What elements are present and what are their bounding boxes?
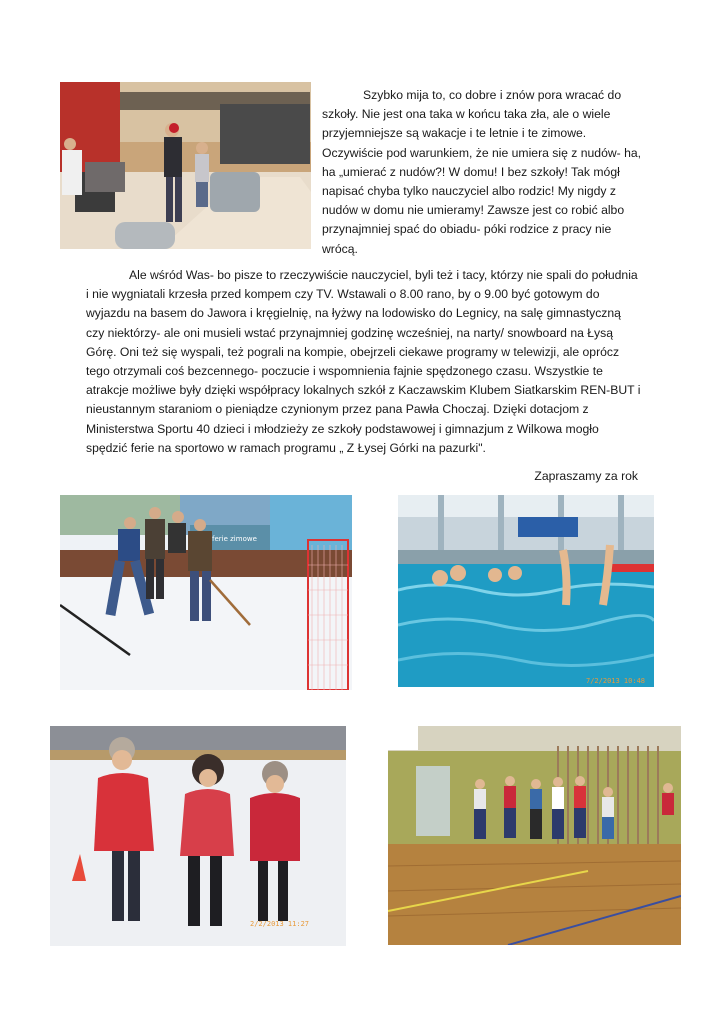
closing-line: Zapraszamy za rok (534, 469, 638, 483)
gym-hall-photo (388, 726, 681, 945)
rink-banner: ferie zimowe (212, 535, 257, 543)
main-paragraph: Ale wśród Was- bo pisze to rzeczywiście nauczyciel, byli też i tacy, którzy nie spali do południa i nie wygniatali krzesła przed kompem czy TV. Wstawali o 8.00 rano, by o 9.00 być gotowym do wyjazdu na basem do Jawora i kręgielnię, na łyżwy na lodowisko do Legnicy, na salę gimnastyczną czy niektórzy- ale oni musieli wstać przynajmniej godzinę wcześniej, na narty/ snowboard na Łysą Górę. Oni też się wyspali, też pograli na kompie, obejrzeli ciekawe programy w telewizji, ale oprócz tego otrzymali coś bezcennego- poczucie i wspomnienia fajnie spędzonego czasu. Wszystkie te atrakcje możliwe były dzięki współpracy lokalnych szkół z Kaczawskim Klubem Siatkarskim REN-BUT i nieustannym staraniom o pieniądze czynionym przez pana Pawła Choczaj. Dzięki dotacjom z Ministerstwa Sportu 40 dzieci i młodzieży ze szkoły podstawowej i gimnazjum z Wilkowa mogło spędzić ferie na sportowo w ramach programu „ Z Łysej Górki na pazurki". (86, 268, 641, 455)
intro-paragraph: Szybko mija to, co dobre i znów pora wracać do szkoły. Nie jest ona taka w końcu taka zła, ale o wiele przyjemniejsze są wakacje i te letnie i te zimowe. Oczywiście pod warunkiem, że nie umiera się z nudów- ha, ha „umierać z nudów?! W domu! I bez szkoły! Tak mógł napisać chyba tylko nauczyciel albo rodzic! My nigdy z nudów w domu nie umieramy! Zawsze jest co robić albo przynajmniej spać do obiadu- póki rodzice z pracy nie wrócą. (322, 88, 642, 256)
swimming-pool-photo (398, 495, 654, 687)
skating-date-stamp: 2/2/2013 11:27 (250, 920, 310, 928)
ice-hockey-photo (60, 495, 352, 690)
bowling-photo (60, 82, 311, 249)
skating-kids-photo (50, 726, 346, 946)
pool-date-stamp: 7/2/2013 10:48 (586, 677, 646, 685)
intro-text-block (322, 86, 642, 259)
main-text-block (86, 266, 642, 458)
